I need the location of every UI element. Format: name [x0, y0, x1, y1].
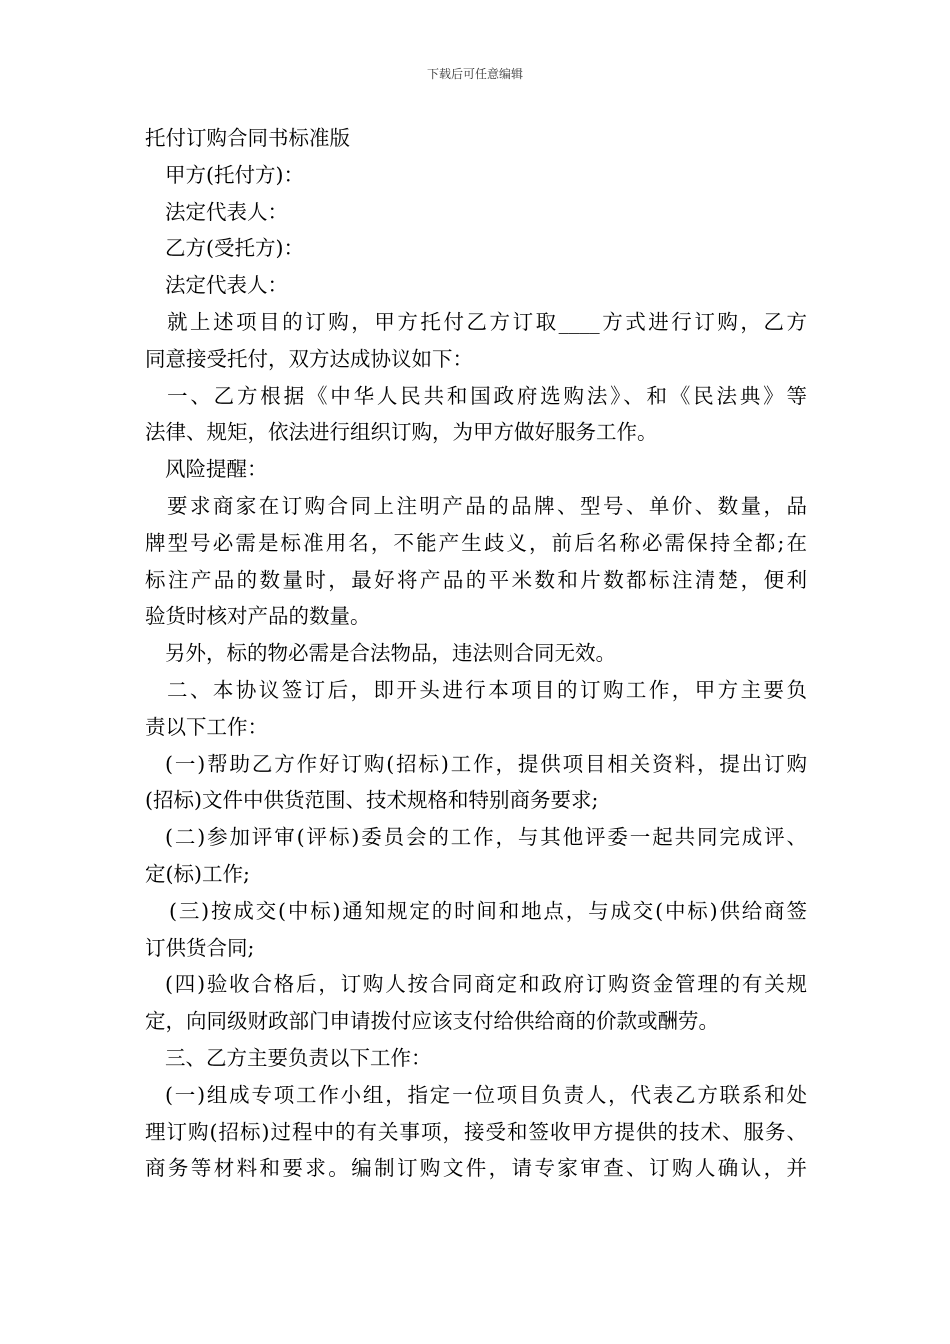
paragraph-line: 三、乙方主要负责以下工作：	[165, 1045, 432, 1070]
risk-heading: 风险提醒：	[165, 457, 268, 482]
paragraph-line: 责以下工作：	[145, 714, 268, 739]
paragraph-line: (二)参加评审(评标)委员会的工作，与其他评委一起共同完成评、	[165, 825, 807, 850]
paragraph-line: 商务等材料和要求。编制订购文件，请专家审查、订购人确认，并	[145, 1156, 807, 1181]
party-b-line: 乙方(受托方)：	[165, 236, 304, 261]
document-body	[145, 120, 807, 1187]
paragraph-line: (四)验收合格后，订购人按合同商定和政府订购资金管理的有关规	[165, 972, 807, 997]
paragraph-line: (一)组成专项工作小组，指定一位项目负责人，代表乙方联系和处	[165, 1082, 807, 1107]
party-a-line: 甲方(托付方)：	[165, 162, 304, 187]
page-header: 下载后可任意编辑	[426, 67, 523, 81]
paragraph-line: 理订购(招标)过程中的有关事项，接受和签收甲方提供的技术、服务、	[145, 1119, 807, 1144]
paragraph-line: 法律、规矩，依法进行组织订购，为甲方做好服务工作。	[145, 420, 658, 445]
paragraph-line: 一、乙方根据《中华人民共和国政府选购法》、和《民法典》等	[167, 383, 807, 408]
paragraph-line: 要求商家在订购合同上注明产品的品牌、型号、单价、数量，品	[167, 493, 807, 518]
paragraph-line: 定，向同级财政部门申请拨付应该支付给供给商的价款或酬劳。	[145, 1009, 719, 1034]
paragraph-line: 验货时核对产品的数量。	[145, 604, 371, 629]
paragraph-line: (一)帮助乙方作好订购(招标)工作，提供项目相关资料，提出订购	[165, 751, 807, 776]
party-b-representative-line: 法定代表人：	[165, 273, 288, 298]
party-a-representative-line: 法定代表人：	[165, 199, 288, 224]
paragraph-line: 定(标)工作;	[145, 861, 250, 886]
paragraph-line: 订供货合同;	[145, 935, 255, 960]
paragraph-line: 同意接受托付，双方达成协议如下：	[145, 346, 473, 371]
paragraph-line: 牌型号必需是标准用名，不能产生歧义，前后名称必需保持全都;在	[145, 530, 807, 555]
paragraph-line: (招标)文件中供货范围、技术规格和特别商务要求;	[145, 788, 599, 813]
paragraph-line: 标注产品的数量时，最好将产品的平米数和片数都标注清楚，便利	[145, 567, 807, 592]
paragraph-line: 就上述项目的订购，甲方托付乙方订取____方式进行订购，乙方	[167, 309, 807, 334]
paragraph-line: 另外，标的物必需是合法物品，违法则合同无效。	[165, 641, 616, 666]
paragraph-line: (三)按成交(中标)通知规定的时间和地点，与成交(中标)供给商签	[169, 898, 807, 923]
document-title: 托付订购合同书标准版	[145, 126, 350, 150]
paragraph-line: 二、本协议签订后，即开头进行本项目的订购工作，甲方主要负	[167, 677, 807, 702]
